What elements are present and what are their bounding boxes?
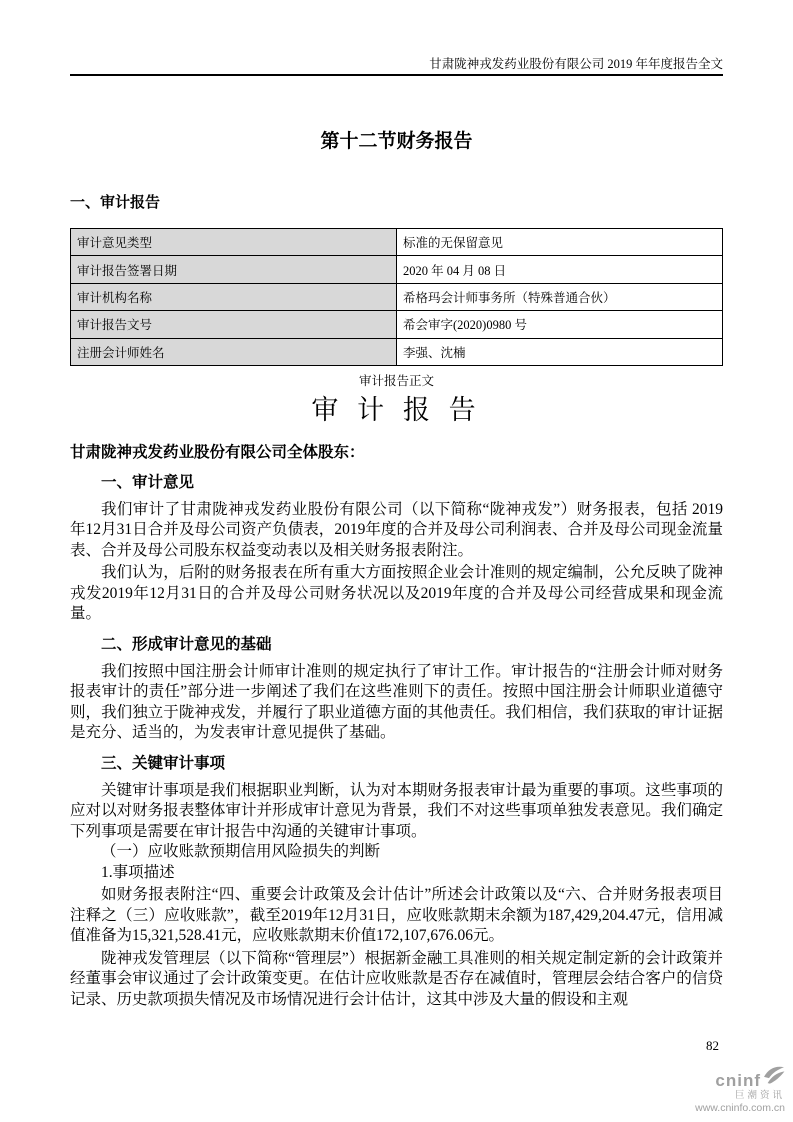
cninfo-logo-subtitle: 巨潮资讯	[734, 1090, 785, 1102]
page-number: 82	[706, 1038, 719, 1053]
running-header: 甘肃陇神戎发药业股份有限公司 2019 年年度报告全文	[70, 0, 723, 76]
section-3-heading: 三、关键审计事项	[101, 754, 226, 772]
addressee-line: 甘肃陇神戎发药业股份有限公司全体股东：	[70, 443, 365, 461]
report-body-label: 审计报告正文	[358, 373, 434, 388]
report-title: 审 计 报 告	[311, 394, 482, 425]
table-row-label: 审计机构名称	[71, 283, 397, 310]
table-row-value: 希会审字(2020)0980 号	[397, 311, 723, 338]
cninfo-logo	[695, 1065, 785, 1114]
cninfo-swoosh-icon	[763, 1065, 785, 1090]
section-1-heading: 一、审计意见	[101, 473, 195, 491]
table-row	[71, 338, 723, 365]
cninfo-logo-url: www.cninfo.com.cn	[695, 1101, 785, 1114]
table-row-label: 注册会计师姓名	[71, 338, 397, 365]
table-row-label: 审计报告文号	[71, 311, 397, 338]
section-1-paragraph: 我们认为，后附的财务报表在所有重大方面按照企业会计准则的规定编制，公允反映了陇神戎发2019年12月31日的合并及母公司财务状况以及2019年度的合并及母公司经营成果和现金流量。	[70, 564, 723, 623]
section-2-heading: 二、形成审计意见的基础	[101, 635, 272, 653]
audit-summary-table	[70, 228, 723, 366]
section-3-paragraph: 如财务报表附注“四、重要会计政策及会计估计”所述会计政策以及“六、合并财务报表项目注释之（三）应收账款”，截至2019年12月31日，应收账款期末余额为187,429,204.47元，信用减值准备为15,321,528.41元，应收账款期末价值172,107,676.06元。	[70, 886, 723, 945]
table-row-value: 标准的无保留意见	[397, 229, 723, 256]
cninfo-logo-text: cninf	[715, 1071, 761, 1091]
section-2-paragraph: 我们按照中国注册会计师审计准则的规定执行了审计工作。审计报告的“注册会计师对财务报表审计的责任”部分进一步阐述了我们在这些准则下的责任。按照中国注册会计师职业道德守则，我们独立于陇神戎发，并履行了职业道德方面的其他责任。我们相信，我们获取的审计证据是充分、适当的，为发表审计意见提供了基础。	[70, 662, 723, 742]
section-3-paragraph: 陇神戎发管理层（以下简称“管理层”）根据新金融工具准则的相关规定制定新的会计政策并经董事会审议通过了会计政策变更。在估计应收账款是否存在减值时，管理层会结合客户的信贷记录、历史款项损失情况及市场情况进行会计估计，这其中涉及大量的假设和主观	[70, 949, 723, 1008]
table-row-value: 2020 年 04 月 08 日	[397, 256, 723, 283]
chapter-title: 第十二节财务报告	[320, 131, 473, 152]
table-row	[71, 229, 723, 256]
section-3-paragraph: 关键审计事项是我们根据职业判断，认为对本期财务报表审计最为重要的事项。这些事项的应对以对财务报表整体审计并形成审计意见为背景，我们不对这些事项单独发表意见。我们确定下列事项是需要在审计报告中沟通的关键审计事项。	[70, 781, 723, 840]
section-3-subheading: （一）应收账款预期信用风险损失的判断	[101, 843, 381, 861]
table-row	[71, 283, 723, 310]
table-row-value: 李强、沈楠	[397, 338, 723, 365]
table-row-label: 审计意见类型	[71, 229, 397, 256]
table-row	[71, 256, 723, 283]
table-row	[71, 311, 723, 338]
table-row-value: 希格玛会计师事务所（特殊普通合伙）	[397, 283, 723, 310]
table-row-label: 审计报告签署日期	[71, 256, 397, 283]
audit-report-heading: 一、审计报告	[70, 195, 161, 211]
section-1-paragraph: 我们审计了甘肃陇神戎发药业股份有限公司（以下简称“陇神戎发”）财务报表，包括 2019年12月31日合并及母公司资产负债表，2019年度的合并及母公司利润表、合并及母公司现金流量表、合并及母公司股东权益变动表以及相关财务报表附注。	[70, 500, 723, 559]
section-3-subheading: 1.事项描述	[101, 863, 175, 881]
